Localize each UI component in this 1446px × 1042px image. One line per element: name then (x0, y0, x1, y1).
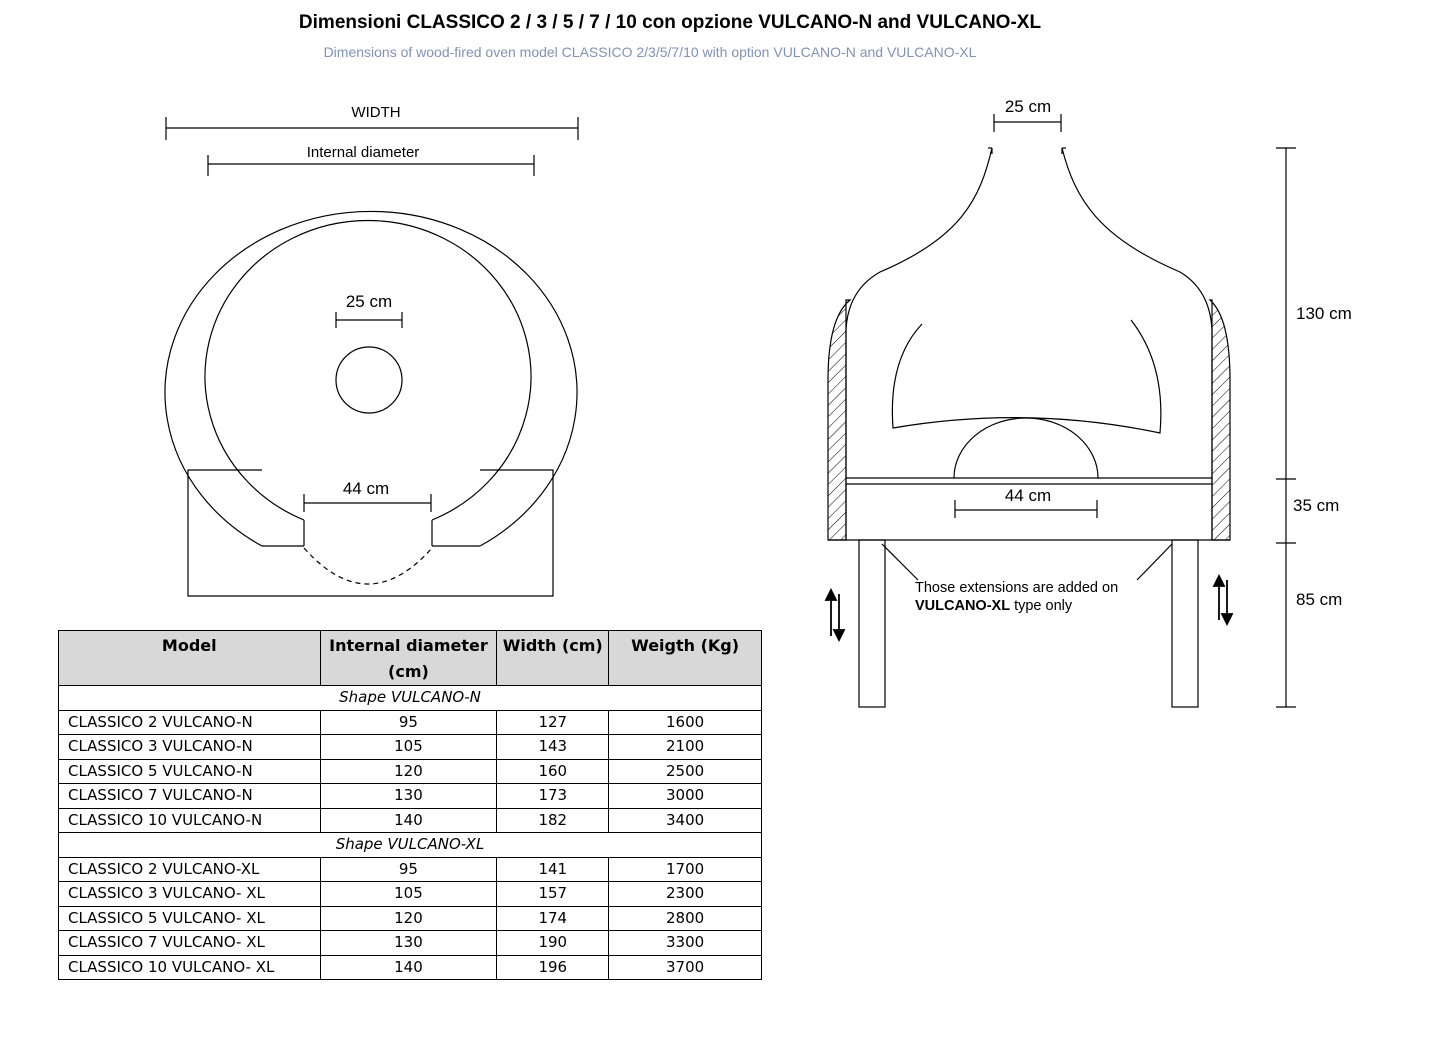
extension-note-rest: type only (1010, 598, 1073, 614)
side-mouth-label: 44 cm (1004, 486, 1052, 505)
cell-weight: 2500 (609, 759, 762, 784)
cell-width: 160 (497, 759, 609, 784)
right-leg (1172, 540, 1198, 707)
base-height-label: 35 cm (1293, 496, 1340, 515)
oven-inner-chamber (205, 221, 531, 520)
cell-weight: 3700 (609, 955, 762, 980)
mouth-arch (954, 418, 1098, 478)
top-view (165, 117, 578, 596)
page-title: Dimensioni CLASSICO 2 / 3 / 5 / 7 / 10 con opzione VULCANO-N and VULCANO-XL (298, 12, 1042, 33)
stand-height-label: 85 cm (1296, 590, 1343, 609)
cell-internal-diameter: 120 (320, 906, 497, 931)
dimensions-table (58, 630, 762, 980)
cell-width: 127 (497, 710, 609, 735)
group-label-vulcano-xl: Shape VULCANO-XL (59, 833, 762, 858)
cell-model: CLASSICO 5 VULCANO-N (59, 759, 321, 784)
internal-diameter-label: Internal diameter (306, 144, 420, 161)
cell-width: 141 (497, 857, 609, 882)
cell-weight: 2100 (609, 735, 762, 760)
extension-note-bold: VULCANO-XL (915, 598, 1011, 614)
table-header-row (59, 631, 762, 686)
cell-width: 196 (497, 955, 609, 980)
cell-model: CLASSICO 2 VULCANO-N (59, 710, 321, 735)
table-row (59, 857, 762, 882)
group-label-vulcano-n: Shape VULCANO-N (59, 686, 762, 711)
table-row (59, 808, 762, 833)
oven-mouth-dashed (304, 548, 432, 584)
cell-model: CLASSICO 5 VULCANO- XL (59, 906, 321, 931)
cell-internal-diameter: 95 (320, 710, 497, 735)
cell-model: CLASSICO 10 VULCANO- XL (59, 955, 321, 980)
cell-weight: 1600 (609, 710, 762, 735)
right-extension-hatch (1210, 300, 1230, 540)
table-row (59, 710, 762, 735)
cell-weight: 3000 (609, 784, 762, 809)
top-mouth-label: 44 cm (342, 479, 390, 498)
cell-internal-diameter: 105 (320, 735, 497, 760)
cell-model: CLASSICO 10 VULCANO-N (59, 808, 321, 833)
cell-width: 157 (497, 882, 609, 907)
cell-weight: 2300 (609, 882, 762, 907)
left-extension-arrows (826, 590, 844, 640)
side-chimney-label: 25 cm (1004, 97, 1052, 116)
table-row (59, 906, 762, 931)
cell-width: 182 (497, 808, 609, 833)
table-row (59, 955, 762, 980)
table-row (59, 784, 762, 809)
cell-weight: 3400 (609, 808, 762, 833)
table-body (59, 686, 762, 980)
table-row (59, 882, 762, 907)
cell-internal-diameter: 105 (320, 882, 497, 907)
cell-internal-diameter: 95 (320, 857, 497, 882)
side-view (826, 114, 1296, 707)
cell-weight: 3300 (609, 931, 762, 956)
cell-width: 190 (497, 931, 609, 956)
left-leg (859, 540, 885, 707)
cell-internal-diameter: 130 (320, 784, 497, 809)
cell-width: 143 (497, 735, 609, 760)
table-row (59, 735, 762, 760)
extension-note-line2 (915, 598, 1073, 614)
cell-internal-diameter: 140 (320, 808, 497, 833)
cell-internal-diameter: 120 (320, 759, 497, 784)
header-weight: Weigth (Kg) (609, 631, 762, 686)
cell-internal-diameter: 130 (320, 931, 497, 956)
cell-model: CLASSICO 2 VULCANO-XL (59, 857, 321, 882)
left-extension-hatch (828, 300, 850, 540)
header-model: Model (59, 631, 321, 686)
chimney-opening (336, 347, 402, 413)
dome-outline (846, 148, 992, 540)
top-chimney-label: 25 cm (345, 292, 393, 311)
cell-model: CLASSICO 7 VULCANO-N (59, 784, 321, 809)
cell-internal-diameter: 140 (320, 955, 497, 980)
cell-width: 173 (497, 784, 609, 809)
cell-model: CLASSICO 3 VULCANO-N (59, 735, 321, 760)
cell-weight: 2800 (609, 906, 762, 931)
header-internal-diameter: Internal diameter (cm) (320, 631, 497, 686)
cell-width: 174 (497, 906, 609, 931)
table-row (59, 931, 762, 956)
cell-model: CLASSICO 7 VULCANO- XL (59, 931, 321, 956)
inner-door-arch (892, 320, 1161, 433)
cell-weight: 1700 (609, 857, 762, 882)
extension-note-line1: Those extensions are added on (915, 580, 1119, 596)
dome-height-label: 130 cm (1296, 304, 1352, 323)
width-label: WIDTH (351, 104, 401, 121)
header-width: Width (cm) (497, 631, 609, 686)
page-subtitle: Dimensions of wood-fired oven model CLASSICO 2/3/5/7/10 with option VULCANO-N and VULCANO-XL (323, 44, 977, 60)
cell-model: CLASSICO 3 VULCANO- XL (59, 882, 321, 907)
table-row (59, 759, 762, 784)
right-extension-arrows (1214, 576, 1232, 624)
